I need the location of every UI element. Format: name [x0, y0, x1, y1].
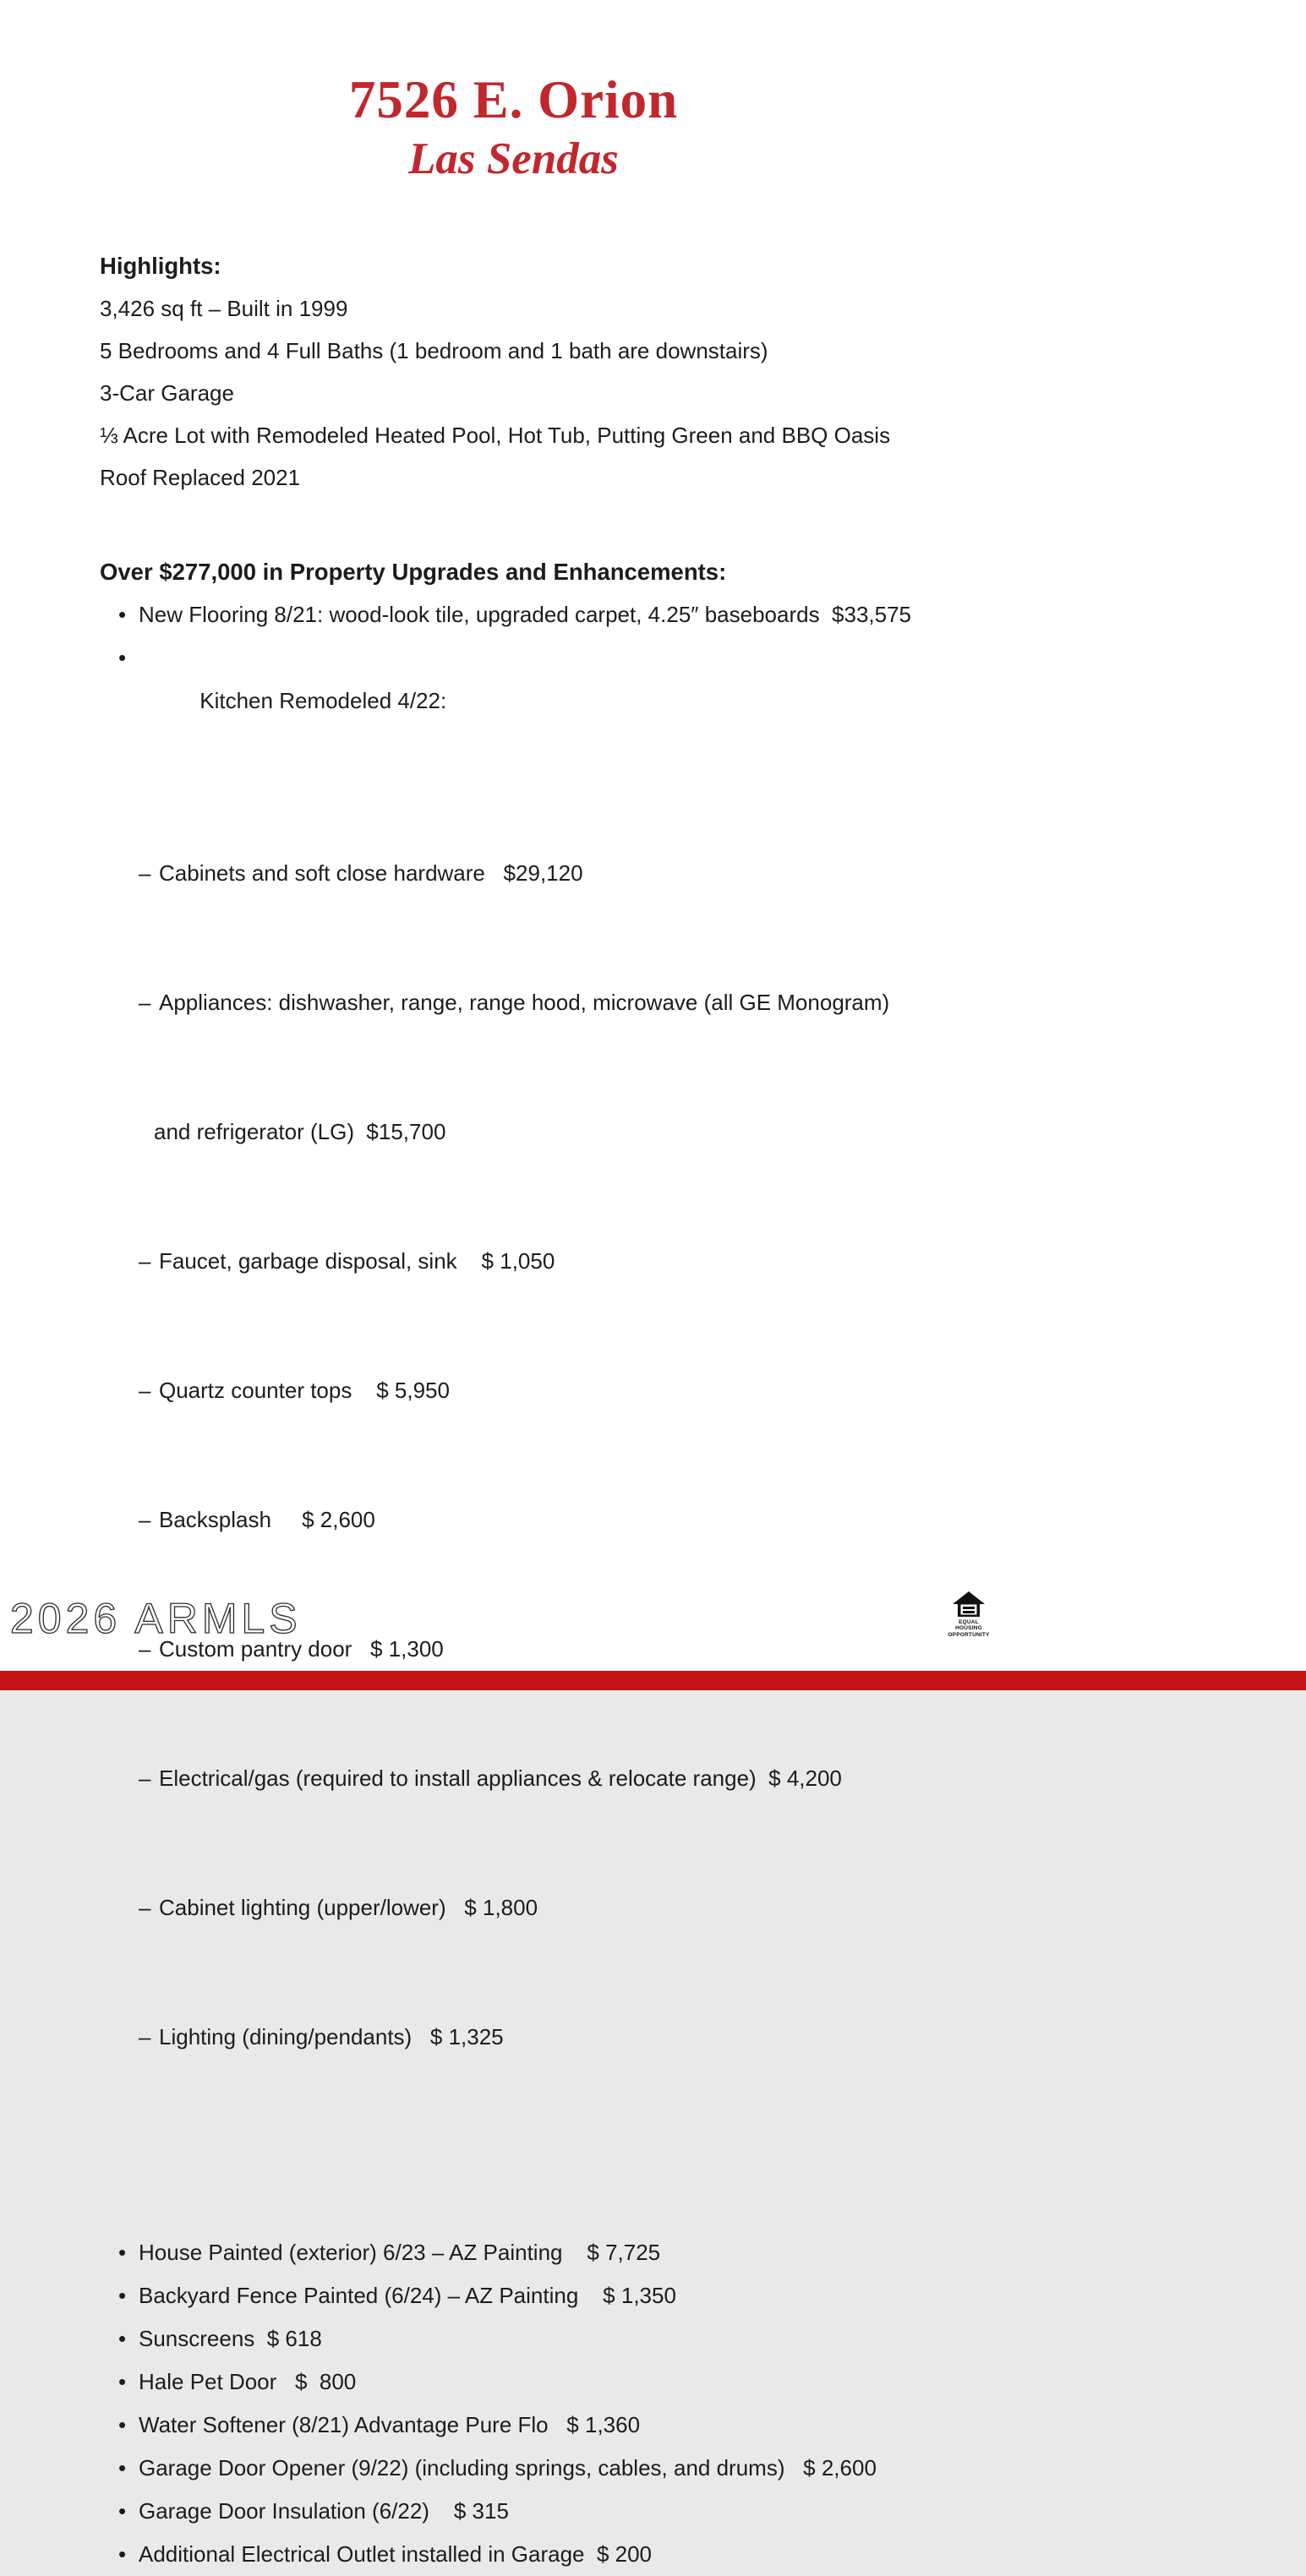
list-item: • Garage Door Opener (9/22) (including springs, cables, and drums) $ 2,600 — [100, 2447, 1206, 2490]
sub-list-item: – Backsplash $ 2,600 — [139, 1498, 1013, 1542]
sub-list-item-continuation: and refrigerator (LG) $15,700 — [154, 1118, 446, 1144]
upgrades-section — [100, 551, 1206, 2576]
sub-list-item: – Quartz counter tops $ 5,950 — [139, 1369, 1013, 1412]
list-item: • Hale Pet Door $ 800 — [100, 2360, 1206, 2404]
list-item: • New Flooring 8/21: wood-look tile, upgraded carpet, 4.25″ baseboards $33,575 — [100, 593, 1206, 636]
list-item — [100, 636, 1206, 2231]
upgrades-heading: Over $277,000 in Property Upgrades and Enhancements: — [100, 558, 727, 585]
sub-list-item: – Appliances: dishwasher, range, range hood, microwave (all GE Monogram) — [139, 981, 1013, 1024]
sub-list-item: – Faucet, garbage disposal, sink $ 1,050 — [139, 1240, 1013, 1283]
highlight-line: Roof Replaced 2021 — [100, 464, 301, 490]
equal-housing-house-icon — [952, 1591, 986, 1619]
content — [0, 245, 1306, 2576]
header — [0, 0, 1027, 184]
list-item: • Garage Door Insulation (6/22) $ 315 — [100, 2490, 1206, 2533]
sub-list-item: – Cabinet lighting (upper/lower) $ 1,800 — [139, 1886, 1013, 1929]
highlight-line: ⅓ Acre Lot with Remodeled Heated Pool, Hot Tub, Putting Green and BBQ Oasis — [100, 422, 891, 448]
page-subtitle: Las Sendas — [408, 134, 619, 184]
sub-list-item: – Lighting (dining/pendants) $ 1,325 — [139, 2016, 1013, 2059]
highlight-line: 3,426 sq ft – Built in 1999 — [100, 295, 348, 321]
list-item: • Additional Electrical Outlet installed in Garage $ 200 — [100, 2533, 1206, 2576]
list-item: • Sunscreens $ 618 — [100, 2317, 1206, 2360]
highlight-line: 3-Car Garage — [100, 379, 234, 406]
equal-housing-label-line1: EQUAL HOUSING — [955, 1619, 982, 1632]
highlight-line: 5 Bedrooms and 4 Full Baths (1 bedroom and 1 bath are downstairs) — [100, 337, 768, 363]
equal-housing-label-line2: OPPORTUNITY — [948, 1631, 990, 1638]
highlights-heading: Highlights: — [100, 252, 221, 279]
kitchen-sub-list — [139, 766, 1206, 2145]
armls-watermark: 2026 ARMLS — [10, 1595, 302, 1642]
list-item: • Water Softener (8/21) Advantage Pure Flo $ 1,360 — [100, 2404, 1206, 2447]
sub-list-item: – Custom pantry door $ 1,300 — [139, 1628, 1013, 1671]
list-item-label: Kitchen Remodeled 4/22: — [199, 687, 447, 713]
highlights-section — [100, 245, 1206, 499]
bottom-red-bar — [0, 1671, 1306, 1690]
list-item: • House Painted (exterior) 6/23 – AZ Painting $ 7,725 — [100, 2231, 1206, 2274]
upgrades-list — [100, 593, 1206, 2576]
sub-list-item: – Electrical/gas (required to install appliances & relocate range) $ 4,200 — [139, 1757, 1013, 1800]
page-title: 7526 E. Orion — [348, 70, 679, 129]
equal-housing-opportunity-logo — [947, 1591, 991, 1638]
sub-list-item: – Cabinets and soft close hardware $29,120 — [139, 852, 1013, 895]
list-item: • Backyard Fence Painted (6/24) – AZ Painting $ 1,350 — [100, 2274, 1206, 2317]
